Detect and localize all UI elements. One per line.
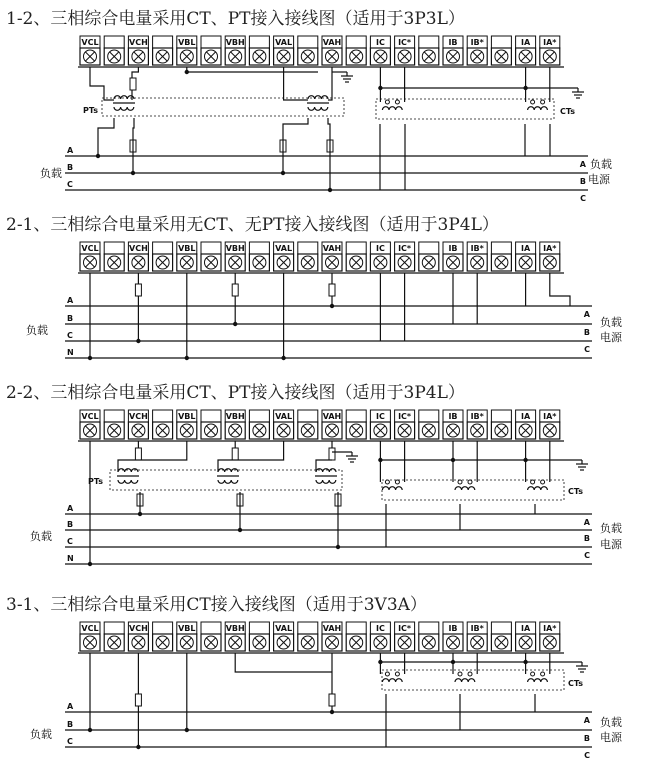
phase-label-left: A — [67, 702, 74, 711]
terminal-blank-5 — [201, 622, 221, 651]
terminal-IC* — [395, 36, 415, 65]
terminal-label-box — [491, 410, 511, 422]
ct-marker-icon — [531, 672, 535, 676]
junction-dot — [136, 339, 140, 343]
diagram-1-2 — [0, 0, 650, 203]
terminal-VBL — [177, 622, 197, 651]
terminal-IC — [370, 36, 390, 65]
terminal-VCH — [128, 622, 148, 651]
wire — [90, 67, 114, 100]
terminal-label: VBH — [225, 412, 245, 421]
terminal-blank-9 — [298, 242, 318, 271]
phase-label-left: B — [67, 720, 74, 729]
terminal-IB — [443, 242, 463, 271]
terminal-blank-11 — [346, 622, 366, 651]
terminal-IC* — [395, 242, 415, 271]
coil-icon — [308, 96, 328, 99]
phase-label-right: B — [583, 328, 590, 337]
source-label-2: 电源 — [600, 731, 622, 744]
junction-dot — [185, 70, 189, 74]
terminal-label: IC* — [398, 412, 412, 421]
terminal-label: IA* — [543, 244, 557, 253]
fuse-icon — [329, 448, 335, 460]
terminal-label: IB — [448, 624, 458, 633]
fuse-icon — [135, 694, 141, 706]
wire — [550, 273, 570, 306]
terminal-blank-11 — [346, 242, 366, 271]
source-label-2: 电源 — [600, 331, 622, 344]
junction-dot — [523, 86, 527, 90]
terminal-label: VAH — [322, 38, 342, 47]
junction-dot — [96, 154, 100, 158]
coil-icon — [382, 107, 402, 110]
terminal-blank-5 — [201, 242, 221, 271]
terminal-label: VAH — [322, 244, 342, 253]
terminal-label: VCL — [81, 624, 99, 633]
terminal-label: VAH — [322, 624, 342, 633]
coil-icon — [382, 487, 402, 490]
diagram-2-2 — [0, 372, 650, 582]
ct-marker-icon — [385, 672, 389, 676]
phase-label-left: B — [67, 163, 74, 172]
terminal-VCL — [80, 622, 100, 651]
source-label-1: 负载 — [600, 316, 622, 329]
junction-dot — [185, 728, 189, 732]
ct-label: CTs — [568, 679, 584, 688]
terminal-IB — [443, 622, 463, 651]
junction-dot — [378, 660, 382, 664]
ct-marker-icon — [531, 100, 535, 104]
terminal-blank-1 — [104, 36, 124, 65]
coil-icon — [218, 480, 238, 483]
coil-icon — [382, 679, 402, 682]
terminal-label-box — [249, 410, 269, 422]
wiring-diagram-2-2 — [0, 372, 650, 582]
terminal-blank-7 — [249, 622, 269, 651]
terminal-VCH — [128, 242, 148, 271]
phase-label-right: C — [584, 751, 590, 760]
terminal-IB* — [467, 410, 487, 439]
terminal-label: VCL — [81, 412, 99, 421]
ct-marker-icon — [385, 100, 389, 104]
terminal-VBH — [225, 622, 245, 651]
terminal-label: IA* — [543, 412, 557, 421]
terminal-label: IB* — [470, 624, 484, 633]
terminal-label: IC* — [398, 244, 412, 253]
terminal-blank-17 — [491, 242, 511, 271]
phase-label-left: C — [67, 737, 73, 746]
terminal-label: VAL — [275, 412, 293, 421]
terminal-VAL — [274, 622, 294, 651]
terminal-label: VCL — [81, 38, 99, 47]
terminal-label-box — [249, 622, 269, 634]
coil-icon — [114, 107, 134, 110]
diagram-3-1 — [0, 584, 650, 772]
wire — [328, 67, 332, 100]
coil-icon — [316, 480, 336, 483]
terminal-label-box — [201, 36, 221, 48]
terminal-IA* — [540, 410, 560, 439]
junction-dot — [281, 171, 285, 175]
diagram-title: 3-1、三相综合电量采用CT接入接线图（适用于3V3A） — [6, 595, 427, 615]
junction-dot — [336, 545, 340, 549]
ct-marker-icon — [541, 100, 545, 104]
terminal-label: VBL — [178, 38, 196, 47]
wire — [187, 67, 318, 72]
coil-icon — [118, 480, 138, 483]
terminal-label-box — [346, 410, 366, 422]
terminal-label: VCH — [129, 412, 148, 421]
terminal-label: IC* — [398, 38, 412, 47]
terminal-label-box — [153, 36, 173, 48]
load-label: 负载 — [30, 530, 52, 543]
wiring-diagram-2-1 — [0, 204, 650, 374]
phase-label-right: C — [584, 345, 590, 354]
terminal-label-box — [298, 410, 318, 422]
terminal-label: VBH — [225, 38, 245, 47]
pt-label: PTs — [83, 106, 99, 115]
terminal-label: IC* — [398, 624, 412, 633]
coil-icon — [455, 487, 475, 490]
coil-icon — [528, 107, 548, 110]
junction-dot — [136, 745, 140, 749]
terminal-VAH — [322, 36, 342, 65]
terminal-label: IC — [375, 412, 385, 421]
fuse-icon — [135, 448, 141, 460]
terminal-label: IB* — [470, 38, 484, 47]
coil-icon — [114, 96, 134, 99]
terminal-label: IA* — [543, 38, 557, 47]
terminal-blank-5 — [201, 36, 221, 65]
terminal-IC* — [395, 622, 415, 651]
terminal-label: IB* — [470, 412, 484, 421]
fuse-icon — [329, 694, 335, 706]
terminal-label: IC — [375, 624, 385, 633]
terminal-label: VBL — [178, 412, 196, 421]
wire — [328, 118, 330, 190]
ct-marker-icon — [395, 100, 399, 104]
terminal-label: VCL — [81, 244, 99, 253]
terminal-blank-14 — [419, 622, 439, 651]
terminal-VBL — [177, 242, 197, 271]
terminal-label: IC — [375, 38, 385, 47]
terminal-label-box — [491, 242, 511, 254]
phase-label-right: A — [583, 518, 590, 527]
terminal-label: IB* — [470, 244, 484, 253]
terminal-IB* — [467, 622, 487, 651]
terminal-blank-9 — [298, 36, 318, 65]
pt-group-box — [110, 470, 342, 490]
terminal-VAH — [322, 410, 342, 439]
junction-dot — [330, 304, 334, 308]
terminal-blank-7 — [249, 36, 269, 65]
terminal-VAL — [274, 242, 294, 271]
terminal-label-box — [201, 622, 221, 634]
terminal-label-box — [153, 622, 173, 634]
wire — [283, 118, 308, 173]
terminal-blank-7 — [249, 410, 269, 439]
phase-label-left: C — [67, 180, 73, 189]
terminal-label: VBL — [178, 624, 196, 633]
terminal-label-box — [104, 242, 124, 254]
junction-dot — [330, 710, 334, 714]
source-label-1: 负载 — [600, 522, 622, 535]
terminal-IB* — [467, 36, 487, 65]
source-label-1: 负载 — [590, 158, 612, 171]
phase-label-right: A — [583, 716, 590, 725]
terminal-VCL — [80, 410, 100, 439]
terminal-VBL — [177, 410, 197, 439]
junction-dot — [523, 458, 527, 462]
terminal-VBH — [225, 410, 245, 439]
ct-marker-icon — [395, 672, 399, 676]
terminal-IC* — [395, 410, 415, 439]
terminal-label: IA — [521, 244, 531, 253]
terminal-label-box — [491, 622, 511, 634]
phase-label-right: B — [583, 534, 590, 543]
terminal-VBH — [225, 242, 245, 271]
terminal-label-box — [104, 36, 124, 48]
fuse-icon — [329, 284, 335, 296]
wiring-diagram-1-2 — [0, 0, 650, 203]
terminal-IA — [516, 36, 536, 65]
terminal-label-box — [419, 622, 439, 634]
ct-marker-icon — [468, 672, 472, 676]
ct-marker-icon — [385, 480, 389, 484]
phase-label-left: N — [67, 348, 74, 357]
junction-dot — [138, 512, 142, 516]
terminal-label: VBH — [225, 624, 245, 633]
phase-label-left: A — [67, 146, 74, 155]
terminal-label: VAL — [275, 624, 293, 633]
ct-marker-icon — [458, 672, 462, 676]
terminal-blank-9 — [298, 622, 318, 651]
load-label: 负载 — [30, 728, 52, 741]
terminal-blank-17 — [491, 410, 511, 439]
terminal-label-box — [419, 410, 439, 422]
diagram-title: 2-2、三相综合电量采用CT、PT接入接线图（适用于3P4L） — [6, 383, 465, 403]
terminal-label-box — [104, 410, 124, 422]
wire — [235, 653, 332, 672]
diagram-2-1 — [0, 204, 650, 374]
terminal-VCL — [80, 36, 100, 65]
terminal-label-box — [153, 242, 173, 254]
terminal-VAH — [322, 622, 342, 651]
terminal-VBH — [225, 36, 245, 65]
terminal-label-box — [346, 36, 366, 48]
terminal-label: IA* — [543, 624, 557, 633]
terminal-label-box — [419, 36, 439, 48]
terminal-IC — [370, 622, 390, 651]
load-label: 负载 — [40, 167, 62, 180]
terminal-IA — [516, 410, 536, 439]
terminal-blank-9 — [298, 410, 318, 439]
fuse-icon — [130, 78, 136, 90]
terminal-IA* — [540, 242, 560, 271]
terminal-label: IC — [375, 244, 385, 253]
terminal-IC — [370, 410, 390, 439]
terminal-VCH — [128, 410, 148, 439]
terminal-label-box — [491, 36, 511, 48]
terminal-IA — [516, 242, 536, 271]
coil-icon — [528, 679, 548, 682]
diagram-title: 1-2、三相综合电量采用CT、PT接入接线图（适用于3P3L） — [6, 9, 465, 29]
fuse-icon — [135, 284, 141, 296]
terminal-label-box — [249, 242, 269, 254]
ct-marker-icon — [531, 480, 535, 484]
terminal-label: VAL — [275, 38, 293, 47]
terminal-label-box — [153, 410, 173, 422]
phase-label-left: B — [67, 314, 74, 323]
phase-label-right: A — [583, 310, 590, 319]
junction-dot — [523, 660, 527, 664]
terminal-label: VAH — [322, 412, 342, 421]
junction-dot — [88, 562, 92, 566]
terminal-label: IA — [521, 38, 531, 47]
terminal-blank-14 — [419, 36, 439, 65]
junction-dot — [451, 660, 455, 664]
terminal-blank-11 — [346, 410, 366, 439]
junction-dot — [378, 86, 382, 90]
phase-label-left: B — [67, 520, 74, 529]
ct-marker-icon — [458, 480, 462, 484]
junction-dot — [328, 188, 332, 192]
phase-label-left: N — [67, 554, 74, 563]
terminal-blank-3 — [153, 622, 173, 651]
terminal-blank-3 — [153, 410, 173, 439]
terminal-blank-11 — [346, 36, 366, 65]
ct-marker-icon — [541, 672, 545, 676]
terminal-blank-14 — [419, 410, 439, 439]
terminal-blank-14 — [419, 242, 439, 271]
source-label-2: 电源 — [600, 538, 622, 551]
source-label-2: 电源 — [588, 173, 610, 186]
phase-label-right: B — [583, 734, 590, 743]
junction-dot — [131, 171, 135, 175]
fuse-icon — [232, 284, 238, 296]
terminal-IB — [443, 36, 463, 65]
terminal-label: VCH — [129, 244, 148, 253]
terminal-IB — [443, 410, 463, 439]
coil-icon — [455, 679, 475, 682]
coil-icon — [308, 107, 328, 110]
junction-dot — [238, 528, 242, 532]
wire — [98, 118, 114, 156]
phase-label-right: B — [579, 177, 586, 186]
terminal-VCH — [128, 36, 148, 65]
ct-group-box — [382, 480, 564, 500]
junction-dot — [378, 458, 382, 462]
terminal-label: VBH — [225, 244, 245, 253]
terminal-label-box — [298, 242, 318, 254]
terminal-blank-7 — [249, 242, 269, 271]
terminal-label-box — [298, 622, 318, 634]
terminal-blank-5 — [201, 410, 221, 439]
junction-dot — [281, 356, 285, 360]
ct-marker-icon — [395, 480, 399, 484]
terminal-blank-17 — [491, 622, 511, 651]
terminal-blank-1 — [104, 622, 124, 651]
junction-dot — [185, 356, 189, 360]
terminal-IA — [516, 622, 536, 651]
terminal-label: IA — [521, 624, 531, 633]
ct-marker-icon — [468, 480, 472, 484]
fuse-icon — [232, 448, 238, 460]
phase-label-left: C — [67, 331, 73, 340]
terminal-IB* — [467, 242, 487, 271]
phase-label-left: A — [67, 504, 74, 513]
terminal-IA* — [540, 36, 560, 65]
terminal-blank-3 — [153, 36, 173, 65]
terminal-label-box — [104, 622, 124, 634]
diagram-title: 2-1、三相综合电量采用无CT、无PT接入接线图（适用于3P4L） — [6, 215, 499, 235]
phase-label-right: A — [579, 160, 586, 169]
terminal-blank-1 — [104, 410, 124, 439]
source-label-1: 负载 — [600, 716, 622, 729]
terminal-IC — [370, 242, 390, 271]
terminal-label: VAL — [275, 244, 293, 253]
terminal-blank-17 — [491, 36, 511, 65]
phase-label-left: A — [67, 296, 74, 305]
terminal-label: IB — [448, 38, 458, 47]
terminal-label-box — [419, 242, 439, 254]
terminal-VCL — [80, 242, 100, 271]
terminal-label-box — [201, 242, 221, 254]
terminal-label: IA — [521, 412, 531, 421]
terminal-label-box — [346, 622, 366, 634]
phase-label-right: C — [580, 194, 586, 203]
pt-label: PTs — [88, 477, 104, 486]
phase-label-left: C — [67, 537, 73, 546]
junction-dot — [88, 728, 92, 732]
terminal-label: IB — [448, 412, 458, 421]
terminal-label-box — [249, 36, 269, 48]
wire — [218, 441, 284, 472]
terminal-label-box — [346, 242, 366, 254]
wiring-diagram-3-1 — [0, 584, 650, 772]
phase-label-right: C — [584, 551, 590, 560]
wire — [118, 441, 187, 472]
terminal-label: VCH — [129, 624, 148, 633]
terminal-blank-3 — [153, 242, 173, 271]
terminal-label-box — [298, 36, 318, 48]
junction-dot — [451, 458, 455, 462]
ct-marker-icon — [541, 480, 545, 484]
terminal-IA* — [540, 622, 560, 651]
ct-label: CTs — [560, 107, 576, 116]
terminal-label: IB — [448, 244, 458, 253]
terminal-VAH — [322, 242, 342, 271]
terminal-label: VCH — [129, 38, 148, 47]
terminal-VAL — [274, 410, 294, 439]
load-label: 负载 — [26, 324, 48, 337]
terminal-VBL — [177, 36, 197, 65]
terminal-blank-1 — [104, 242, 124, 271]
coil-icon — [528, 487, 548, 490]
terminal-VAL — [274, 36, 294, 65]
junction-dot — [88, 356, 92, 360]
terminal-label: VBL — [178, 244, 196, 253]
ct-label: CTs — [568, 487, 584, 496]
terminal-label-box — [201, 410, 221, 422]
junction-dot — [233, 322, 237, 326]
ct-group-box — [382, 670, 564, 690]
